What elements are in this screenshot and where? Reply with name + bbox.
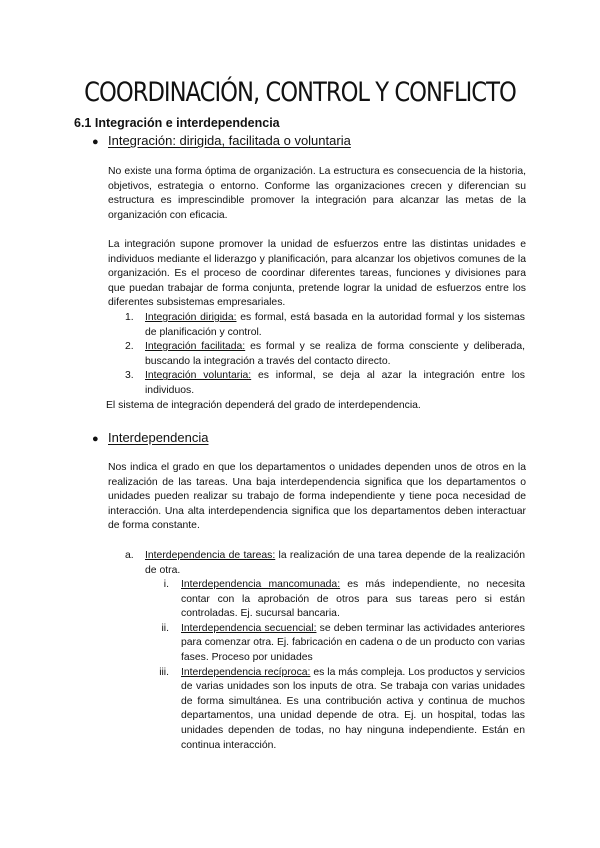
list-text: es formal y se realiza de forma consciente y deliberada, buscando la integración a través del contacto directo. <box>145 341 525 367</box>
list-number: ii. <box>161 622 169 634</box>
bullet-interdependencia-label: Interdependencia <box>108 430 209 445</box>
list-text: es informal, se deja al azar la integración entre los individuos. <box>145 370 525 396</box>
list-term: Interdependencia recíproca: <box>181 666 311 678</box>
list-letter: a. <box>125 550 134 561</box>
list-text: la realización de una tarea depende de la realización de otra. <box>145 550 525 576</box>
list-item <box>125 311 525 340</box>
paragraph-2: La integración supone promover la unidad de esfuerzos entre las distintas unidades e individuos mediante el liderazgo y planificación, para alcanzar los objetivos comunes de la organización. Es el proceso de coordinar diferentes tareas, funciones y divisiones para que puedan trabajar de forma conjunta, pretende lograr la unidad de esfuerzos entre los diferentes subsistemas empresariales. <box>108 239 526 309</box>
section-heading: 6.1 Integración e interdependencia <box>74 116 280 130</box>
list-number: iii. <box>159 666 169 678</box>
list-term: Integración voluntaria: <box>145 370 252 382</box>
paragraph-1: No existe una forma óptima de organización. La estructura es consecuencia de la historia, objetivos, estrategia o entorno. Conforme las organizaciones crecen y diferencian su estructura es imprescindible promover la integración para alcanzar las metas de la organización con eficacia. <box>108 166 526 221</box>
list-item-a <box>125 549 525 578</box>
list-term: Integración dirigida: <box>145 312 237 323</box>
list-term: Integración facilitada: <box>145 341 246 353</box>
list-term: Interdependencia secuencial: <box>181 622 317 634</box>
list-number: 1. <box>125 312 134 323</box>
bullet-dot-icon: ● <box>92 136 99 148</box>
list-text: es formal, está basada en la autoridad formal y los sistemas de planificación y control. <box>145 312 525 338</box>
list-text: se deben terminar las actividades anteriores para comenzar otra. Ej. fabricación en cadena o de un producto con varias fases. Proceso por unidades <box>181 622 525 663</box>
bullet-integracion-label: Integración: dirigida, facilitada o voluntaria <box>108 133 351 148</box>
list-text: es la más compleja. Los productos y servicios de varias unidades son los inputs de otra. Se trabaja con varias unidades de forma simultánea. Es una contribución activa y continua de muchos departamentos, una unidad depende de otra. Ej. un hospital, todas las unidades dependen de todas, no hay ninguna independiente. Están en continua interacción. <box>181 666 525 751</box>
list-item <box>125 340 525 369</box>
paragraph-3: El sistema de integración dependerá del grado de interdependencia. <box>106 400 421 411</box>
integration-types-list <box>125 311 525 399</box>
bullet-dot-icon: ● <box>92 433 99 445</box>
paragraph-4: Nos indica el grado en que los departamentos o unidades dependen unos de otros en la realización de las tareas. Una baja interdependencia significa que los departamentos o unidades pueden realizar su trabajo de forma independiente y tiene poca necesidad de interacción. Una alta interdependencia significa que los departamentos deben interactuar de forma constante. <box>108 462 526 532</box>
list-text: es más independiente, no necesita contar con la aprobación de otros para sus tareas pero si están controladas. Ej. sucursal bancaria. <box>181 579 525 620</box>
list-item <box>125 369 525 398</box>
list-term: Interdependencia de tareas: <box>145 550 276 561</box>
interdependence-types-list <box>159 578 525 753</box>
list-term: Interdependencia mancomunada: <box>181 579 341 590</box>
bullet-interdependencia <box>92 430 208 447</box>
list-number: i. <box>163 579 169 590</box>
list-number: 2. <box>125 341 134 353</box>
list-item <box>163 578 525 622</box>
list-item <box>161 622 525 666</box>
list-number: 3. <box>125 370 134 382</box>
bullet-integracion <box>92 133 351 150</box>
list-item <box>159 666 525 754</box>
page-title: COORDINACIÓN, CONTROL Y CONFLICTO <box>84 77 516 108</box>
